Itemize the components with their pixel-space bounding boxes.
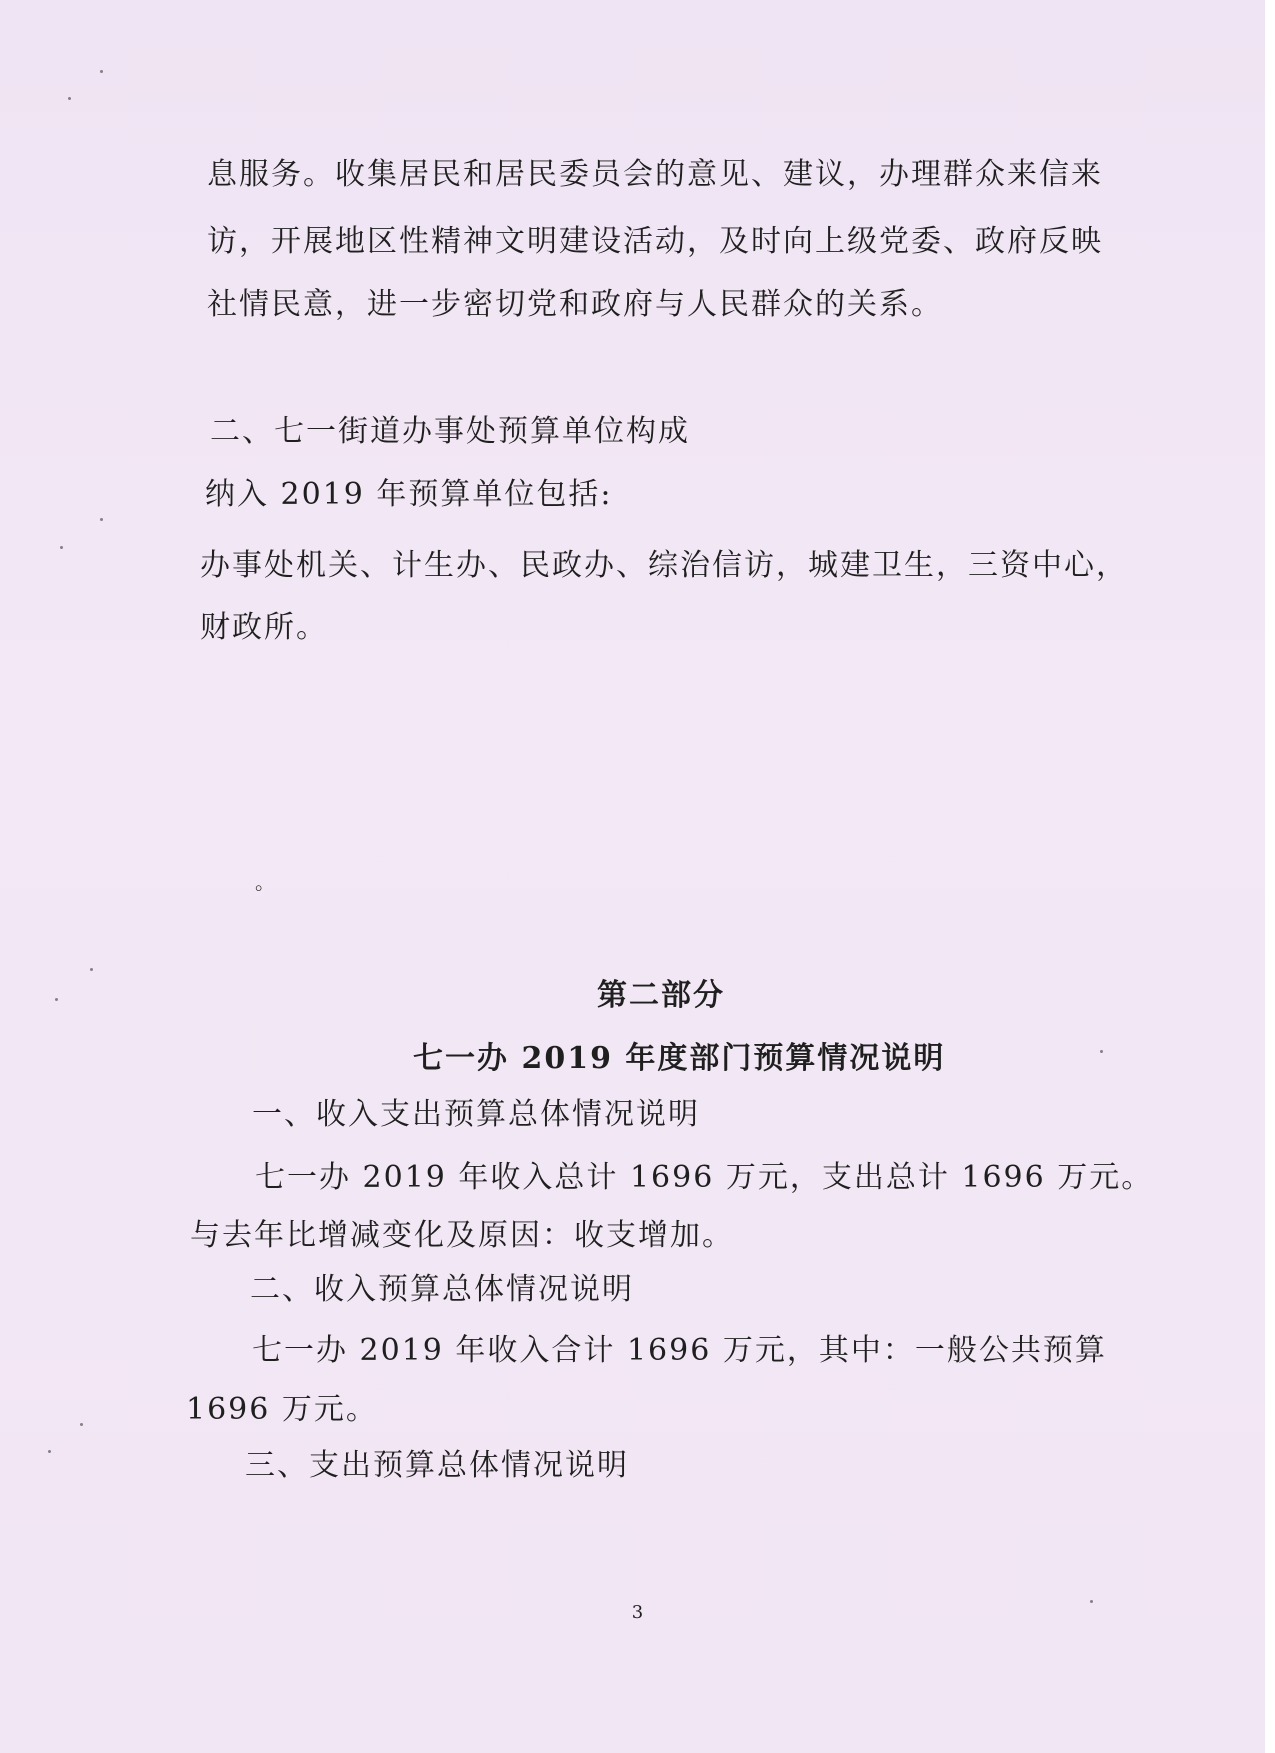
scan-edge [1265,0,1275,1753]
body-line: 七一办 2019 年收入总计 1696 万元，支出总计 1696 万元。 [255,1160,1154,1195]
body-line: 1696 万元。 [186,1392,378,1427]
stray-mark: 。 [255,870,277,894]
scan-speck [100,70,103,73]
section-intro: 纳入 2019 年预算单位包括: [205,477,613,512]
body-line: 七一办 2019 年收入合计 1696 万元，其中：一般公共预算 [252,1333,1107,1368]
units-line: 办事处机关、计生办、民政办、综治信访，城建卫生，三资中心， [200,548,1128,583]
scan-speck [100,518,103,521]
body-line: 与去年比增减变化及原因：收支增加。 [190,1218,734,1253]
paragraph-line: 息服务。收集居民和居民委员会的意见、建议，办理群众来信来 [207,157,1103,192]
units-line: 财政所。 [200,610,328,645]
scan-speck [55,998,58,1001]
scan-speck [1090,1600,1093,1603]
scan-speck [48,1450,51,1453]
scan-speck [90,968,93,971]
part-title: 第二部分 [597,978,725,1013]
scan-speck [68,97,71,100]
page-number: 3 [631,1602,644,1623]
paragraph-line: 社情民意，进一步密切党和政府与人民群众的关系。 [207,287,943,322]
section-heading: 二、七一街道办事处预算单位构成 [210,414,690,449]
part-subtitle: 七一办 2019 年度部门预算情况说明 [413,1041,946,1076]
paragraph-line: 访，开展地区性精神文明建设活动，及时向上级党委、政府反映 [207,224,1103,259]
scan-speck [1100,1050,1103,1053]
scan-speck [80,1423,83,1426]
subsection-heading: 二、收入预算总体情况说明 [250,1272,634,1307]
subsection-heading: 三、支出预算总体情况说明 [245,1448,629,1483]
scan-speck [60,546,63,549]
subsection-heading: 一、收入支出预算总体情况说明 [252,1097,700,1132]
